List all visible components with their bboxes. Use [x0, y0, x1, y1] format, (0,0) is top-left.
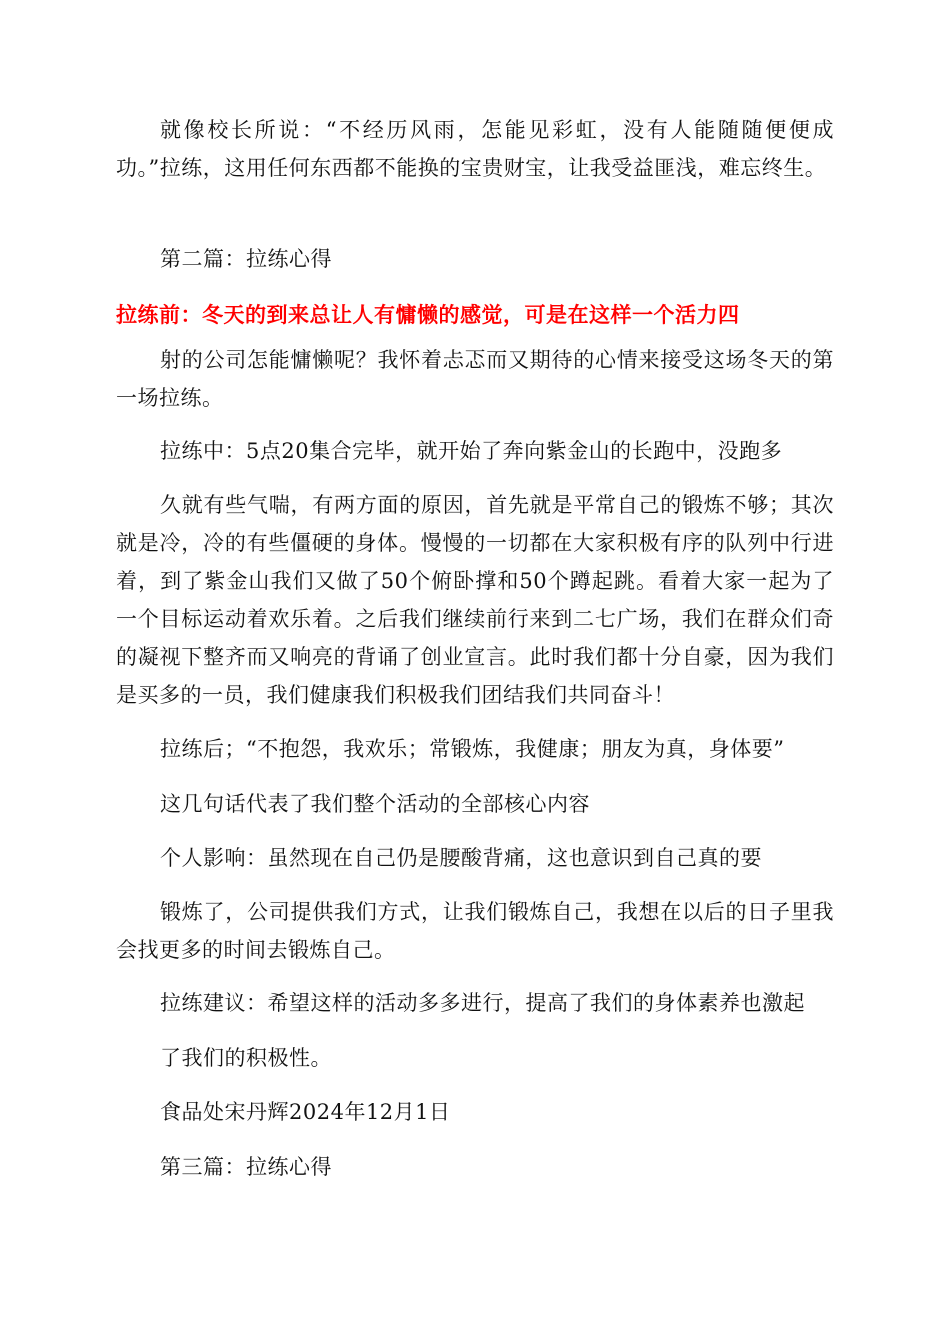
paragraph-after-training: 拉练后；“不抱怨，我欢乐；常锻炼，我健康；朋友为真，身体要”	[160, 737, 785, 761]
section-title-third: 第三篇：拉练心得	[160, 1155, 332, 1179]
paragraph-signature-date: 食品处宋丹辉2024年12月1日	[160, 1100, 451, 1124]
paragraph-quote: 就像校长所说：“不经历风雨，怎能见彩虹，没有人能随随便便成功。”拉练，这用任何东西都不能换的宝贵财宝，让我受益匪浅，难忘终生。	[116, 118, 834, 180]
paragraph-suggestion: 拉练建议：希望这样的活动多多进行，提高了我们的身体素养也激起	[160, 991, 805, 1015]
paragraph-enthusiasm: 了我们的积极性。	[160, 1046, 332, 1070]
paragraph-running: 久就有些气喘，有两方面的原因，首先就是平常自己的锻炼不够；其次就是冷，冷的有些僵硬的身体。慢慢的一切都在大家积极有序的队列中行进着，到了紫金山我们又做了50个俯卧撑和50个蹲起跳。看着大家一起为了一个目标运动着欢乐着。之后我们继续前行来到二七广场，我们在群众们奇的凝视下整齐而又响亮的背诵了创业宣言。此时我们都十分自豪，因为我们是买多的一员，我们健康我们积极我们团结我们共同奋斗！	[116, 493, 834, 707]
red-heading-before-training: 拉练前：冬天的到来总让人有慵懒的感觉，可是在这样一个活力四	[116, 303, 740, 327]
paragraph-company: 射的公司怎能慵懒呢？我怀着忐忑而又期待的心情来接受这场冬天的第一场拉练。	[116, 348, 834, 410]
paragraph-personal-impact: 个人影响：虽然现在自己仍是腰酸背痛，这也意识到自己真的要	[160, 846, 762, 870]
paragraph-during-training: 拉练中：5点20集合完毕，就开始了奔向紫金山的长跑中，没跑多	[160, 439, 783, 463]
section-title-second: 第二篇：拉练心得	[160, 247, 332, 271]
paragraph-core-content: 这几句话代表了我们整个活动的全部核心内容	[160, 792, 590, 816]
paragraph-exercise: 锻炼了，公司提供我们方式，让我们锻炼自己，我想在以后的日子里我会找更多的时间去锻炼自己。	[116, 900, 834, 962]
